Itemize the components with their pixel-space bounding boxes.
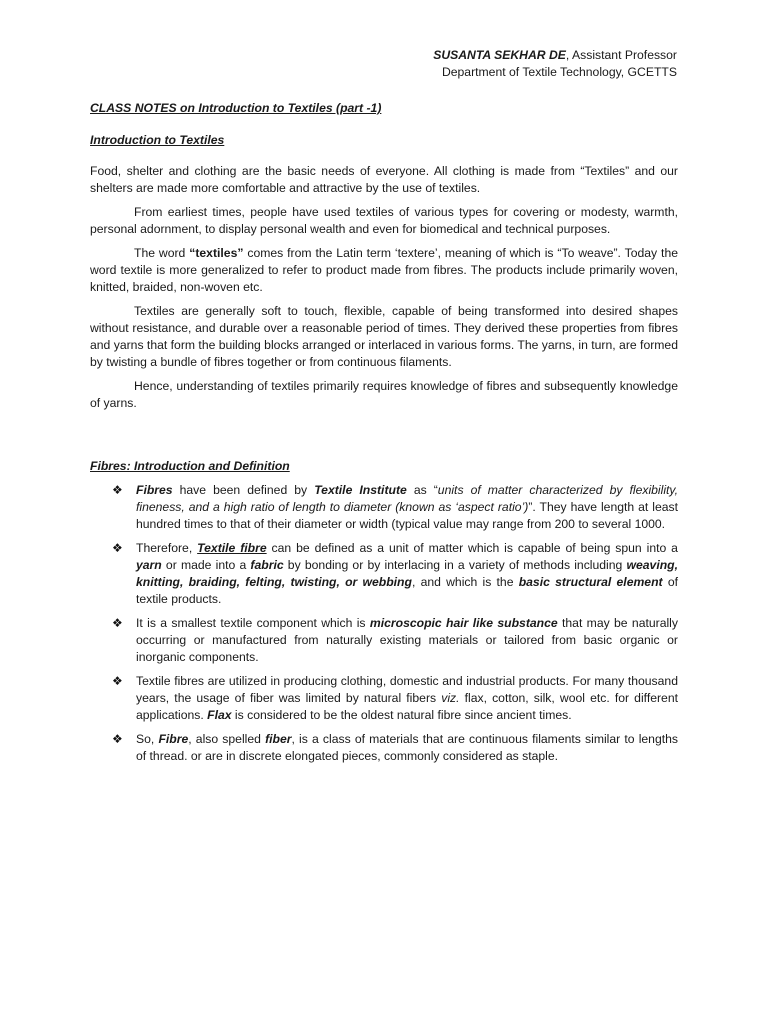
bullet-text [136,615,678,666]
bullet-text [136,731,678,765]
text-run: yarn [136,558,162,572]
section-heading-fibres: Fibres: Introduction and Definition [90,459,290,473]
author-header [433,47,677,81]
text-run: flax, cotton, silk, wool etc. for different applications. [136,691,678,722]
text-run: as “ [406,483,438,497]
diamond-bullet-icon: ❖ [112,616,123,630]
text-run: weaving, knitting, braiding, felting, twisting, or webbing [136,558,678,589]
text-run: Textile fibre [197,541,267,555]
document-title: CLASS NOTES on Introduction to Textiles (part -1) [90,101,382,115]
author-line [433,47,677,64]
author-name: SUSANTA SEKHAR DE [433,48,566,62]
text-run: , also spelled [188,732,266,746]
document-body [90,100,678,765]
bullet-item [90,731,678,765]
department-line: Department of Textile Technology, GCETTS [441,65,677,79]
text-run: comes from the Latin term ‘textere’, meaning of which is “To weave”. Today the word textile is more generalized to refer to product made from fibres. The products include primarily woven, knitted, braided, non-woven etc. [90,246,678,294]
text-run: or made into a [161,558,251,572]
term-textiles: “textiles” [189,246,244,260]
text-run: Fibres [136,483,173,497]
text-run: microscopic hair like substance [369,616,558,630]
text-run: by bonding or by interlacing in a variety of methods including [283,558,627,572]
text-run: fiber [265,732,292,746]
bullet-text [136,540,678,608]
text-run: Textile Institute [314,483,407,497]
bullet-item [90,540,678,608]
text-run: units of matter characterized by flexibility, fineness, and a high ratio of length to diameter (known as ‘aspect ratio’) [136,483,679,514]
author-title: , Assistant Professor [565,48,677,62]
text-run: Therefore, [136,541,198,555]
diamond-bullet-icon: ❖ [112,674,123,688]
text-run: , and which is the [411,575,519,589]
diamond-bullet-icon: ❖ [112,541,123,555]
text-run: Flax [207,708,232,722]
bullet-item [90,615,678,666]
intro-paragraph-1: Food, shelter and clothing are the basic needs of everyone. All clothing is made from “Textiles” and our shelters are made more comfortable and attractive by the use of textiles. [90,164,678,195]
section-heading-intro: Introduction to Textiles [90,133,225,147]
text-run: have been defined by [172,483,315,497]
diamond-bullet-icon: ❖ [112,483,123,497]
text-run: ”. They have length at least hundred times to that of their diameter or width (typical value may range from 200 to several 1000. [136,500,678,531]
text-run: Fibre [158,732,189,746]
text-run: The word [134,246,190,260]
text-run: So, [136,732,159,746]
text-run: can be defined as a unit of matter which is capable of being spun into a [266,541,678,555]
text-run: of textile products. [136,575,678,606]
fibre-bullet-list [90,482,678,765]
text-run: fabric [250,558,284,572]
text-run: viz. [441,691,460,705]
bullet-text [136,482,678,533]
text-run: basic structural element [518,575,663,589]
text-run: is considered to be the oldest natural fibre since ancient times. [231,708,572,722]
bullet-item [90,673,678,724]
text-run: that may be naturally occurring or manufactured from naturally existing materials or tailored from basic organic or inorganic components. [136,616,678,664]
diamond-bullet-icon: ❖ [112,732,123,746]
intro-paragraph-2: From earliest times, people have used textiles of various types for covering or modesty, warmth, personal adornment, to display personal wealth and even for biomedical and technical purposes. [90,205,678,236]
bullet-text [136,673,678,724]
intro-paragraph-4: Textiles are generally soft to touch, flexible, capable of being transformed into desired shapes without resistance, and durable over a reasonable period of times. They derived these properties from fibres and yarns that form the building blocks arranged or interlaced in various forms. The yarns, in turn, are formed by twisting a bundle of fibres together or from continuous filaments. [90,304,678,369]
bullet-item [90,482,678,533]
intro-paragraph-5: Hence, understanding of textiles primarily requires knowledge of fibres and subsequently knowledge of yarns. [90,379,678,410]
text-run: It is a smallest textile component which is [136,616,370,630]
text-run: , is a class of materials that are continuous filaments similar to lengths of thread. or are in discrete elongated pieces, commonly considered as staple. [136,732,678,763]
intro-paragraph-3 [90,245,678,296]
text-run: Textile fibres are utilized in producing clothing, domestic and industrial products. For many thousand years, the usage of fiber was limited by natural fibers [136,674,678,705]
